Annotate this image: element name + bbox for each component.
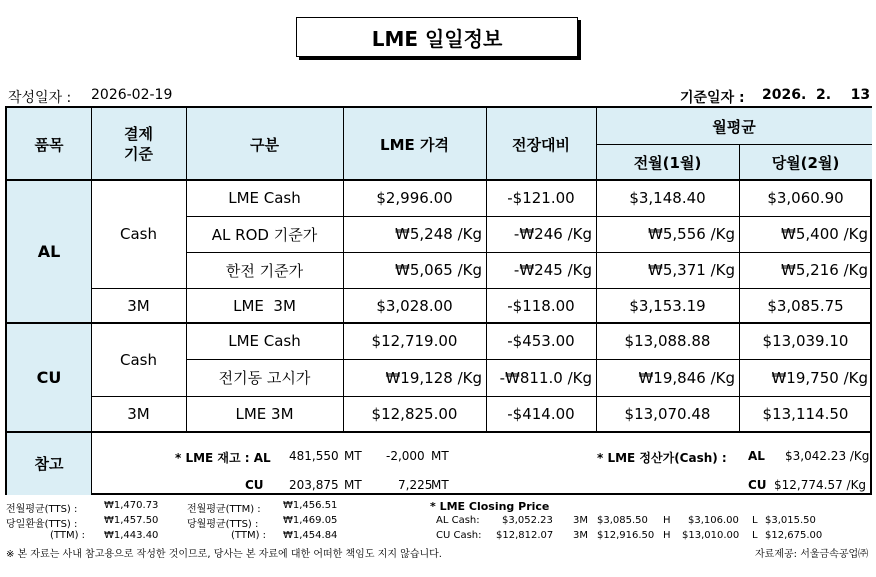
base-date: 2026. 2. 13 (762, 87, 871, 103)
base-date-label: 기준일자 : (680, 90, 745, 106)
al-row-4-category: LME 3M (233, 296, 296, 315)
page-title: LME 일일정보 (296, 17, 578, 57)
stock-al-unit: MT (344, 449, 362, 463)
fx-today-tts: ₩1,457.50 (104, 515, 159, 526)
al-row-2-category: AL ROD 기준가 (211, 225, 318, 244)
stock-al: 481,550 (289, 449, 339, 463)
stock-al-diff-unit: MT (431, 449, 449, 463)
fx-today-ttm: ₩1,443.40 (104, 530, 159, 541)
al-row-3-price: ₩5,065 /Kg (395, 261, 482, 279)
al-row-4-price: $3,028.00 (376, 296, 453, 315)
cu-row-3-prev: $13,070.48 (624, 405, 711, 423)
closing-al-3m-label: 3M (573, 515, 588, 526)
stock-cu-diff-unit: MT (431, 478, 449, 492)
stock-al-diff: -2,000 (386, 449, 425, 463)
closing-al-cash-label: AL Cash: (436, 515, 480, 526)
cu-row-2-price: ₩19,128 /Kg (385, 368, 482, 387)
settle-label: * LME 정산가(Cash) : (597, 451, 727, 465)
cu-row-3-price: $12,825.00 (371, 405, 458, 423)
cu-row-2-cur: ₩19,750 /Kg (771, 368, 868, 387)
written-date: 2026-02-19 (91, 87, 173, 103)
fx-prev-tts-label: 전월평균(TTS) : (6, 504, 78, 515)
al-row-3-diff: -₩245 /Kg (513, 261, 592, 279)
fx-prev-ttm: ₩1,456.51 (283, 500, 338, 511)
header-item: 품목 (7, 108, 91, 180)
closing-cu-3m-label: 3M (573, 530, 588, 541)
cu-row-2-diff: -₩811.0 /Kg (499, 368, 592, 387)
al-row-4-diff: -$118.00 (507, 296, 575, 315)
fx-prev-tts: ₩1,470.73 (104, 500, 159, 511)
fx-prev-ttm-label: 전월평균(TTM) : (187, 504, 261, 515)
header-lme-price: LME 가격 (343, 108, 486, 180)
cu-row-1-category: LME Cash (228, 332, 301, 350)
fx-cur-tts: ₩1,469.05 (283, 515, 338, 526)
cu-row-3-cur: $13,114.50 (762, 405, 849, 423)
al-row-2-price: ₩5,248 /Kg (395, 225, 482, 243)
closing-cu-cash-label: CU Cash: (436, 530, 482, 541)
cu-label: CU (7, 323, 91, 432)
source-credit: 자료제공: 서울금속공업㈜ (755, 549, 869, 560)
header-prev-diff: 전장대비 (486, 108, 596, 180)
al-row-3-cur: ₩5,216 /Kg (781, 261, 868, 279)
closing-al-h: $3,106.00 (688, 515, 739, 526)
cu-3m-settle: 3M (127, 405, 150, 423)
al-row-1-category: LME Cash (228, 189, 301, 207)
al-label: AL (7, 180, 91, 323)
fx-cur-ttm-label: (TTM) : (231, 530, 267, 541)
cu-row-2-category: 전기동 고시가 (218, 369, 311, 387)
cu-row-1-diff: -$453.00 (507, 332, 575, 350)
ref-label: 참고 (7, 432, 91, 495)
closing-cu-3m: $12,916.50 (597, 530, 655, 541)
stock-label: * LME 재고 : AL (175, 451, 271, 465)
closing-al-cash: $3,052.23 (502, 515, 553, 526)
al-row-3-prev: ₩5,371 /Kg (648, 261, 735, 279)
fx-today-tts-label: 당일환율(TTS) : (6, 519, 78, 530)
closing-cu-cash: $12,812.07 (496, 530, 554, 541)
fx-cur-ttm: ₩1,454.84 (283, 530, 338, 541)
header-category: 구분 (186, 108, 343, 180)
cu-row-3-category: LME 3M (235, 405, 294, 423)
closing-title: * LME Closing Price (430, 500, 550, 513)
closing-cu-l: $12,675.00 (765, 530, 823, 541)
stock-cu-label: CU (245, 478, 264, 492)
closing-cu-h-label: H (663, 530, 671, 541)
al-3m-settle: 3M (127, 296, 150, 315)
closing-cu-l-label: L (752, 530, 758, 541)
cu-row-3-diff: -$414.00 (507, 405, 575, 423)
closing-al-l: $3,015.50 (765, 515, 816, 526)
fx-cur-tts-label: 당월평균(TTS) : (187, 519, 259, 530)
settle-cu: $12,774.57 /Kg (774, 478, 867, 492)
header-monthly-avg: 월평균 (596, 108, 872, 144)
header-settle: 결제 기준 (91, 108, 186, 180)
lme-table (5, 106, 872, 495)
cu-row-1-prev: $13,088.88 (624, 332, 711, 350)
closing-al-h-label: H (663, 515, 671, 526)
cu-cash-settle: Cash (120, 350, 157, 369)
closing-al-3m: $3,085.50 (597, 515, 648, 526)
al-row-1-price: $2,996.00 (376, 189, 453, 207)
al-row-1-cur: $3,060.90 (767, 189, 844, 207)
stock-cu: 203,875 (289, 478, 339, 492)
al-row-4-prev: $3,153.19 (629, 296, 706, 315)
closing-al-l-label: L (752, 515, 758, 526)
al-cash-settle: Cash (120, 225, 157, 243)
header-prev-month: 전월(1월) (596, 144, 739, 180)
stock-cu-unit: MT (344, 478, 362, 492)
closing-cu-h: $13,010.00 (682, 530, 740, 541)
al-row-2-diff: -₩246 /Kg (513, 225, 592, 243)
al-row-1-diff: -$121.00 (507, 189, 575, 207)
al-row-1-prev: $3,148.40 (629, 189, 706, 207)
al-row-4-cur: $3,085.75 (767, 296, 844, 315)
al-row-2-cur: ₩5,400 /Kg (781, 225, 868, 243)
al-row-2-prev: ₩5,556 /Kg (648, 225, 735, 243)
cu-row-1-price: $12,719.00 (371, 332, 458, 350)
cu-row-2-prev: ₩19,846 /Kg (638, 368, 735, 387)
written-date-label: 작성일자 : (8, 90, 72, 106)
settle-al: $3,042.23 /Kg (785, 449, 870, 463)
fx-today-ttm-label: (TTM) : (50, 530, 86, 541)
al-row-3-category: 한전 기준가 (225, 261, 304, 280)
cu-row-1-cur: $13,039.10 (762, 332, 849, 350)
disclaimer: ※ 본 자료는 사내 참고용으로 작성한 것이므로, 당사는 본 자료에 대한 어떠한 책임도 지지 않습니다. (6, 549, 442, 560)
settle-cu-label: CU (748, 478, 767, 492)
stock-cu-diff: 7,225 (398, 478, 433, 492)
header-this-month: 당월(2월) (739, 144, 872, 180)
settle-al-label: AL (748, 449, 765, 463)
